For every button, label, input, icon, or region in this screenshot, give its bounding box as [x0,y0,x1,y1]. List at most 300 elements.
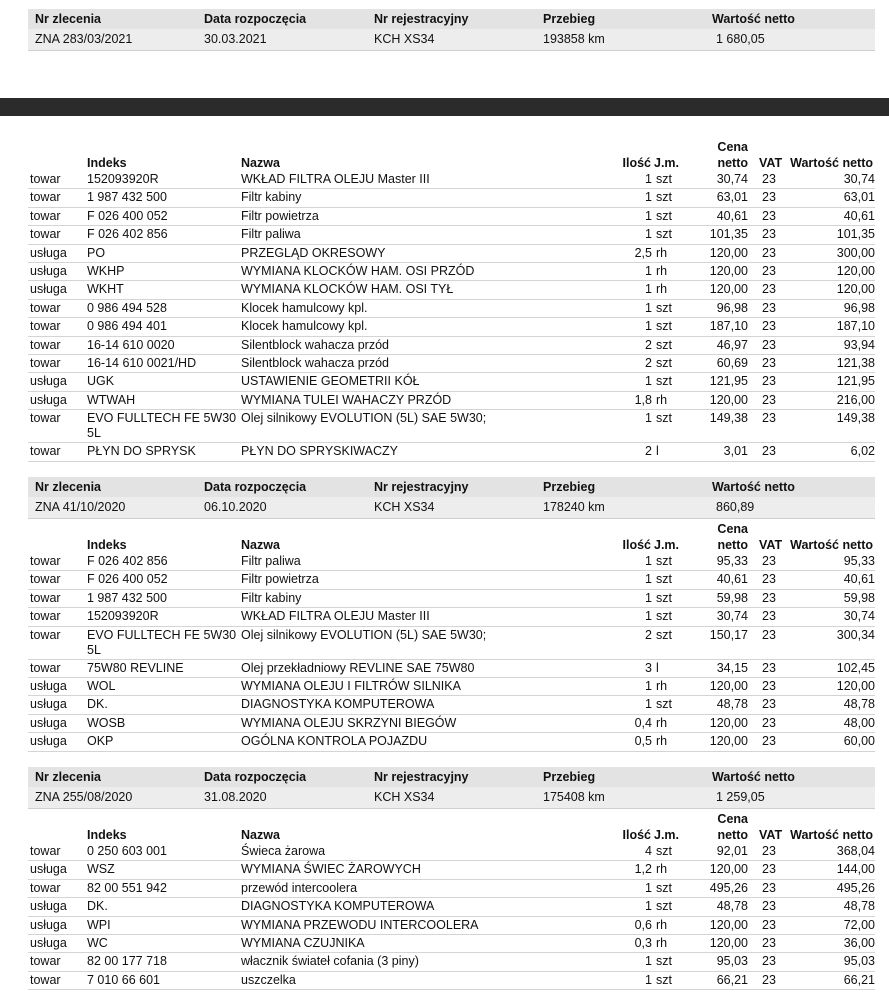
item-value: 121,95 [836,374,875,389]
item-price: 34,15 [716,660,748,675]
table-row [28,280,875,299]
item-index: 82 00 551 942 [87,880,167,895]
table-row [28,570,875,589]
item-index: WTWAH [87,392,136,407]
item-index: 75W80 REVLINE [87,660,184,675]
item-unit: szt [656,899,672,914]
item-price: 120,00 [709,862,748,877]
item-index: 1 987 432 500 [87,190,167,205]
table-row [28,607,875,626]
order-summary-row [28,29,875,51]
item-name: WYMIANA KLOCKÓW HAM. OSI TYŁ [241,282,454,297]
item-vat: 23 [762,679,776,693]
item-price: 121,95 [709,374,748,389]
item-name: PRZEGLĄD OKRESOWY [241,245,386,260]
item-price: 46,97 [716,337,748,352]
item-type: towar [30,208,61,223]
item-price: 40,61 [716,572,748,587]
item-name: Filtr powietrza [241,572,319,587]
table-row [28,244,875,263]
table-row [28,677,875,696]
order-header [28,767,875,787]
item-name: WYMIANA CZUJNIKA [241,936,365,950]
item-price: 101,35 [709,227,748,242]
col-header-unit: J.m. [654,828,680,842]
item-index: WOSB [87,715,126,730]
item-name: przewód intercoolera [241,880,358,895]
col-header-vat: VAT [759,538,783,552]
item-index: F 026 402 856 [87,227,168,242]
item-price: 40,61 [716,208,748,223]
order-header-mileage: Przebieg [543,12,596,26]
item-type: usługa [30,936,67,950]
item-index: 0 986 494 528 [87,300,167,315]
item-vat: 23 [762,734,776,749]
item-name: DIAGNOSTYKA KOMPUTEROWA [241,697,435,712]
item-name: PŁYN DO SPRYSKIWACZY [241,444,398,459]
item-name: WKŁAD FILTRA OLEJU Master III [241,172,430,186]
item-unit: rh [656,936,668,950]
order-net-value: 860,89 [716,500,755,514]
item-unit: l [656,660,659,675]
item-index: EVO FULLTECH FE 5W30 [87,627,237,642]
col-header-name: Nazwa [241,828,280,842]
item-index: WSZ [87,862,115,877]
item-qty: 2,5 [634,245,652,260]
item-unit: szt [656,972,672,987]
item-vat: 23 [762,374,776,389]
item-type: usługa [30,734,67,749]
col-header-name: Nazwa [241,156,280,170]
item-index: 0 986 494 401 [87,319,167,334]
item-index: 82 00 177 718 [87,954,167,969]
item-price: 30,74 [716,172,748,186]
item-vat: 23 [762,227,776,242]
item-type: towar [30,411,61,426]
item-vat: 23 [762,300,776,315]
item-qty: 1 [645,190,652,205]
item-unit: szt [656,227,672,242]
item-value: 48,78 [843,697,875,712]
items-header [28,812,875,842]
item-price: 495,26 [709,880,748,895]
item-qty: 1 [645,300,652,315]
item-unit: rh [656,264,668,278]
item-vat: 23 [762,715,776,730]
item-name: Świeca żarowa [241,844,326,858]
order-header-net-value: Wartość netto [712,770,795,784]
item-price: 120,00 [709,715,748,730]
item-value: 300,00 [836,245,875,260]
item-type: towar [30,660,61,675]
item-type: towar [30,844,61,858]
item-qty: 0,5 [634,734,652,749]
item-unit: szt [656,411,672,426]
item-vat: 23 [762,899,776,914]
item-index: PO [87,245,106,260]
order-header-start-date: Data rozpoczęcia [204,480,307,494]
item-name: Filtr kabiny [241,590,302,605]
item-index: F 026 400 052 [87,572,168,587]
item-unit: szt [656,300,672,315]
item-index-continued: 5L [87,426,101,441]
item-name: WYMIANA OLEJU SKRZYNI BIEGÓW [241,715,457,730]
item-vat: 23 [762,917,776,932]
order-header-start-date: Data rozpoczęcia [204,12,307,26]
item-vat: 23 [762,245,776,260]
item-value: 93,94 [843,337,875,352]
item-type: towar [30,356,61,370]
item-price: 120,00 [709,936,748,950]
item-unit: rh [656,862,668,877]
table-row [28,336,875,355]
item-value: 187,10 [836,319,875,334]
item-type: towar [30,572,61,587]
order-header [28,9,875,29]
item-name: Olej silnikowy EVOLUTION (5L) SAE 5W30; [241,411,487,426]
item-vat: 23 [762,172,776,186]
item-value: 300,34 [836,627,875,642]
item-qty: 1 [645,609,652,624]
item-price: 48,78 [716,899,748,914]
item-value: 59,98 [843,590,875,605]
item-type: usługa [30,715,67,730]
item-index: WC [87,936,108,950]
item-unit: rh [656,734,668,749]
item-unit: rh [656,245,668,260]
item-unit: szt [656,554,672,568]
item-index: 152093920R [87,609,159,624]
item-name: Olej silnikowy EVOLUTION (5L) SAE 5W30; [241,627,487,642]
item-index: PŁYN DO SPRYSK [87,444,196,459]
item-type: towar [30,172,61,186]
item-type: usługa [30,374,67,389]
item-type: usługa [30,245,67,260]
item-vat: 23 [762,554,776,568]
order-header-order-no: Nr zlecenia [35,770,102,784]
table-row [28,552,875,571]
item-qty: 1 [645,697,652,712]
table-row [28,714,875,733]
item-vat: 23 [762,392,776,407]
item-price: 30,74 [716,609,748,624]
item-vat: 23 [762,264,776,278]
item-name: WYMIANA OLEJU I FILTRÓW SILNIKA [241,679,461,693]
item-vat: 23 [762,337,776,352]
item-unit: szt [656,697,672,712]
item-qty: 2 [645,337,652,352]
order-header-net-value: Wartość netto [712,12,795,26]
item-value: 120,00 [836,264,875,278]
item-name: OGÓLNA KONTROLA POJAZDU [241,734,428,749]
item-value: 48,78 [843,899,875,914]
item-index: 152093920R [87,172,159,186]
item-qty: 1 [645,227,652,242]
item-type: usługa [30,899,67,914]
table-row [28,170,875,189]
item-value: 40,61 [843,208,875,223]
item-price: 120,00 [709,917,748,932]
order-net-value: 1 259,05 [716,790,765,804]
col-header-index: Indeks [87,538,127,552]
item-vat: 23 [762,319,776,334]
item-value: 368,04 [836,844,875,858]
item-value: 495,26 [836,880,875,895]
item-type: towar [30,627,61,642]
item-unit: l [656,444,659,459]
item-qty: 0,6 [634,917,652,932]
item-value: 30,74 [843,609,875,624]
order-start-date: 30.03.2021 [204,32,267,46]
table-row [28,842,875,861]
table-row [28,442,875,461]
item-vat: 23 [762,862,776,877]
item-value: 6,02 [850,444,875,459]
item-vat: 23 [762,609,776,624]
item-price: 120,00 [709,245,748,260]
item-value: 60,00 [843,734,875,749]
item-qty: 1,2 [634,862,652,877]
item-qty: 1 [645,899,652,914]
item-unit: szt [656,572,672,587]
item-unit: szt [656,954,672,969]
item-name: WYMIANA ŚWIEC ŻAROWYCH [241,862,421,877]
item-qty: 4 [645,844,652,858]
item-value: 95,03 [843,954,875,969]
order-summary-row [28,497,875,519]
item-type: towar [30,972,61,987]
item-type: towar [30,444,61,459]
item-index: WKHP [87,264,125,278]
item-price: 120,00 [709,264,748,278]
col-header-price-top: Cena [717,812,748,826]
item-index: EVO FULLTECH FE 5W30 [87,411,237,426]
col-header-price-top: Cena [717,140,748,154]
item-index: WPI [87,917,111,932]
item-price: 95,33 [716,554,748,568]
item-unit: szt [656,319,672,334]
item-index: DK. [87,697,108,712]
order-order-no: ZNA 255/08/2020 [35,790,133,804]
item-value: 63,01 [843,190,875,205]
item-index: DK. [87,899,108,914]
item-price: 187,10 [709,319,748,334]
item-price: 63,01 [716,190,748,205]
col-header-vat: VAT [759,828,783,842]
item-type: usługa [30,697,67,712]
item-price: 120,00 [709,282,748,297]
item-qty: 1 [645,264,652,278]
table-row [28,916,875,935]
table-row [28,860,875,879]
order-header-mileage: Przebieg [543,480,596,494]
item-unit: rh [656,392,668,407]
order-reg-no: KCH XS34 [374,32,435,46]
table-row [28,225,875,244]
item-value: 66,21 [843,972,875,987]
col-header-qty: Ilość [622,828,651,842]
table-row [28,897,875,916]
order-order-no: ZNA 283/03/2021 [35,32,133,46]
item-price: 59,98 [716,590,748,605]
item-type: towar [30,590,61,605]
item-vat: 23 [762,660,776,675]
item-index: 16-14 610 0020 [87,337,175,352]
table-row [28,659,875,678]
col-header-qty: Ilość [622,538,651,552]
item-price: 92,01 [716,844,748,858]
item-vat: 23 [762,208,776,223]
item-vat: 23 [762,936,776,950]
col-header-index: Indeks [87,156,127,170]
item-value: 120,00 [836,282,875,297]
item-vat: 23 [762,572,776,587]
item-vat: 23 [762,972,776,987]
item-index: 7 010 66 601 [87,972,160,987]
item-unit: szt [656,844,672,858]
order-header-reg-no: Nr rejestracyjny [374,12,469,26]
item-price: 60,69 [716,356,748,370]
item-type: towar [30,227,61,242]
item-index: UGK [87,374,115,389]
item-value: 48,00 [843,715,875,730]
item-qty: 2 [645,444,652,459]
item-type: usługa [30,392,67,407]
item-value: 36,00 [843,936,875,950]
item-index: 1 987 432 500 [87,590,167,605]
order-start-date: 31.08.2020 [204,790,267,804]
item-name: Filtr powietrza [241,208,319,223]
item-unit: szt [656,356,672,370]
item-price: 120,00 [709,392,748,407]
item-name: WYMIANA PRZEWODU INTERCOOLERA [241,917,479,932]
item-unit: szt [656,374,672,389]
item-name: WYMIANA TULEI WAHACZY PRZÓD [241,392,452,407]
item-price: 66,21 [716,972,748,987]
col-header-qty: Ilość [622,156,651,170]
item-value: 144,00 [836,862,875,877]
item-name: włacznik świateł cofania (3 piny) [241,954,419,969]
item-qty: 1 [645,679,652,693]
item-name: uszczelka [241,972,296,987]
item-value: 30,74 [843,172,875,186]
item-type: usługa [30,264,67,278]
item-index: 0 250 603 001 [87,844,167,858]
item-type: towar [30,880,61,895]
item-vat: 23 [762,880,776,895]
item-vat: 23 [762,282,776,297]
item-vat: 23 [762,444,776,459]
item-value: 120,00 [836,679,875,693]
item-vat: 23 [762,697,776,712]
item-unit: szt [656,172,672,186]
item-name: Silentblock wahacza przód [241,337,389,352]
item-type: towar [30,554,61,568]
order-mileage: 175408 km [543,790,605,804]
item-name: Filtr paliwa [241,227,301,242]
item-unit: rh [656,679,668,693]
item-unit: szt [656,590,672,605]
item-type: towar [30,337,61,352]
item-type: usługa [30,282,67,297]
item-value: 121,38 [836,356,875,370]
item-name: Silentblock wahacza przód [241,356,389,370]
item-type: usługa [30,679,67,693]
item-index: F 026 402 856 [87,554,168,568]
col-header-value: Wartość netto [790,156,873,170]
item-qty: 1 [645,208,652,223]
item-vat: 23 [762,356,776,370]
order-header-order-no: Nr zlecenia [35,12,102,26]
item-price: 96,98 [716,300,748,315]
item-value: 72,00 [843,917,875,932]
order-start-date: 06.10.2020 [204,500,267,514]
item-vat: 23 [762,844,776,858]
item-name: DIAGNOSTYKA KOMPUTEROWA [241,899,435,914]
table-row [28,879,875,898]
order-summary-row [28,787,875,809]
order-net-value: 1 680,05 [716,32,765,46]
item-type: towar [30,190,61,205]
col-header-unit: J.m. [654,156,680,170]
item-index-continued: 5L [87,642,101,657]
item-qty: 1 [645,282,652,297]
table-row [28,354,875,373]
item-type: usługa [30,917,67,932]
item-qty: 2 [645,627,652,642]
item-index: WOL [87,679,116,693]
item-name: Filtr paliwa [241,554,301,568]
table-row [28,262,875,281]
item-type: towar [30,300,61,315]
table-row [28,934,875,953]
item-price: 3,01 [723,444,748,459]
col-header-price-bottom: netto [717,156,748,170]
order-header-mileage: Przebieg [543,770,596,784]
item-unit: rh [656,282,668,297]
item-price: 149,38 [709,411,748,426]
item-name: Filtr kabiny [241,190,302,205]
item-qty: 1 [645,374,652,389]
table-row [28,317,875,336]
col-header-index: Indeks [87,828,127,842]
item-qty: 1 [645,972,652,987]
order-header-reg-no: Nr rejestracyjny [374,770,469,784]
item-qty: 1,8 [634,392,652,407]
item-unit: szt [656,208,672,223]
item-index: WKHT [87,282,124,297]
table-row [28,299,875,318]
item-name: Olej przekładniowy REVLINE SAE 75W80 [241,660,475,675]
table-row [28,391,875,410]
item-price: 48,78 [716,697,748,712]
item-unit: rh [656,917,668,932]
item-index: F 026 400 052 [87,208,168,223]
order-reg-no: KCH XS34 [374,500,435,514]
item-name: WKŁAD FILTRA OLEJU Master III [241,609,430,624]
item-qty: 0,4 [634,715,652,730]
item-vat: 23 [762,190,776,205]
col-header-price-bottom: netto [717,538,748,552]
item-qty: 1 [645,172,652,186]
item-value: 149,38 [836,411,875,426]
item-value: 101,35 [836,227,875,242]
item-type: towar [30,954,61,969]
table-row [28,695,875,714]
item-qty: 0,3 [634,936,652,950]
item-qty: 1 [645,572,652,587]
item-name: Klocek hamulcowy kpl. [241,319,368,334]
